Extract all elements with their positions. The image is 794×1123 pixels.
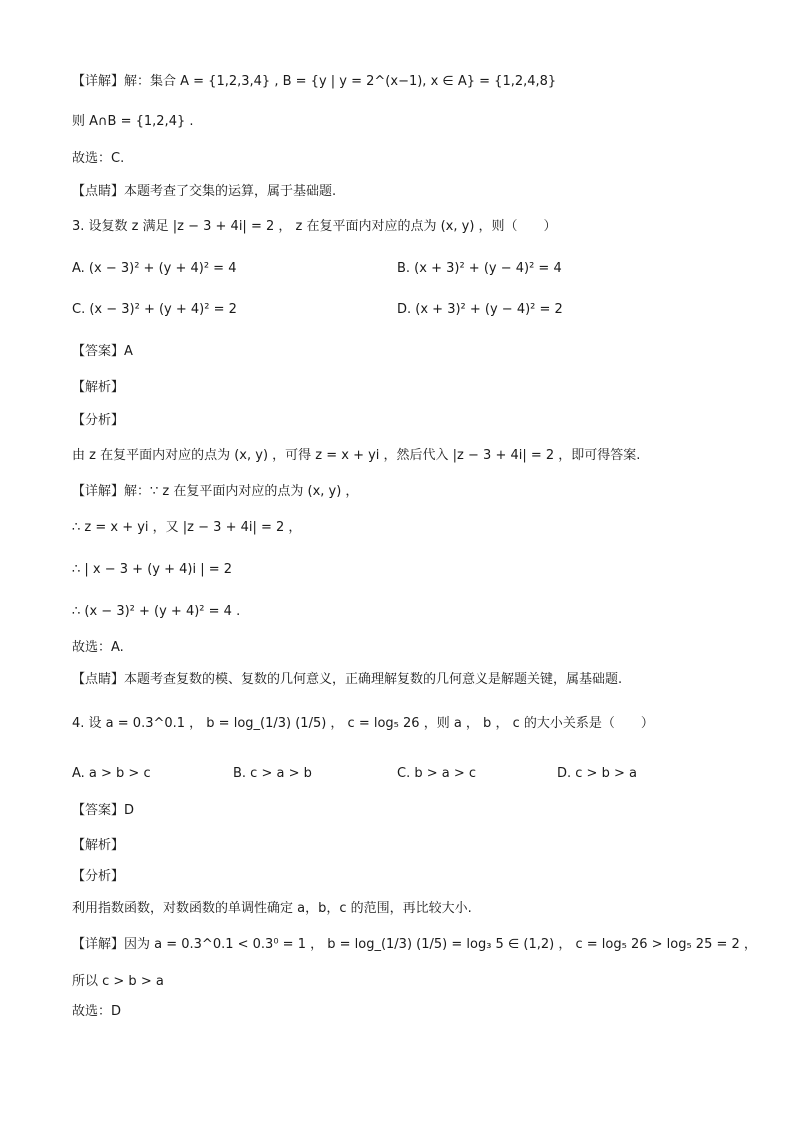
analysis-heading-q4: 【解析】 <box>72 838 125 853</box>
q3-option-b: B. (x + 3)² + (y − 4)² = 4 <box>397 261 562 276</box>
detail-line-q4-2: 所以 c > b > a <box>72 974 164 989</box>
analysis-text-q3: 由 z 在复平面内对应的点为 (x, y) ，可得 z = x + yi ，然后代入 |z − 3 + 4i| = 2 ，即可得答案. <box>72 448 641 463</box>
q4-option-a: A. a > b > c <box>72 766 151 781</box>
q4-option-b: B. c > a > b <box>233 766 312 781</box>
q4-option-d: D. c > b > a <box>557 766 637 781</box>
answer-label-q4: 【答案】D <box>72 803 135 818</box>
detail-line-q3-4: ∴ (x − 3)² + (y + 4)² = 4 . <box>72 604 241 619</box>
analysis-subheading-q4: 【分析】 <box>72 869 125 884</box>
q3-option-a: A. (x − 3)² + (y + 4)² = 4 <box>72 261 237 276</box>
comment-line-q2: 【点睛】本题考查了交集的运算，属于基础题. <box>72 184 337 199</box>
choice-line-q3: 故选：A. <box>72 640 124 655</box>
detail-line-q3-2: ∴ z = x + yi ，又 |z − 3 + 4i| = 2 ， <box>72 520 302 535</box>
analysis-heading-q3: 【解析】 <box>72 380 125 395</box>
choice-line-q2: 故选：C. <box>72 151 125 166</box>
q3-option-c: C. (x − 3)² + (y + 4)² = 2 <box>72 302 237 317</box>
q3-option-d: D. (x + 3)² + (y − 4)² = 2 <box>397 302 563 317</box>
analysis-text-q4: 利用指数函数，对数函数的单调性确定 a，b，c 的范围，再比较大小. <box>72 901 472 916</box>
analysis-subheading-q3: 【分析】 <box>72 413 125 428</box>
detail-line-q2: 【详解】解：集合 A = {1,2,3,4} , B = {y | y = 2^(x−1), x ∈ A} = {1,2,4,8} <box>72 74 557 89</box>
answer-label-q3: 【答案】A <box>72 344 133 359</box>
detail-line-q4-1: 【详解】因为 a = 0.3^0.1 < 0.3⁰ = 1 ， b = log_(1/3) (1/5) = log₃ 5 ∈ (1,2) ， c = log₅ 26 > log₅ 25 = 2 ， <box>72 937 757 952</box>
question-3: 3. 设复数 z 满足 |z − 3 + 4i| = 2 ， z 在复平面内对应的点为 (x, y) ，则（ ） <box>72 219 557 234</box>
choice-line-q4: 故选：D <box>72 1004 122 1019</box>
question-4: 4. 设 a = 0.3^0.1 ， b = log_(1/3) (1/5) ， c = log₅ 26 ，则 a ， b ， c 的大小关系是（ ） <box>72 716 654 731</box>
q4-option-c: C. b > a > c <box>397 766 477 781</box>
intersection-line: 则 A∩B = {1,2,4} . <box>72 114 194 129</box>
comment-line-q3: 【点睛】本题考查复数的模、复数的几何意义，正确理解复数的几何意义是解题关键，属基础题. <box>72 672 623 687</box>
detail-line-q3-3: ∴ | x − 3 + (y + 4)i | = 2 <box>72 562 233 577</box>
detail-line-q3-1: 【详解】解：∵ z 在复平面内对应的点为 (x, y) ， <box>72 484 359 499</box>
